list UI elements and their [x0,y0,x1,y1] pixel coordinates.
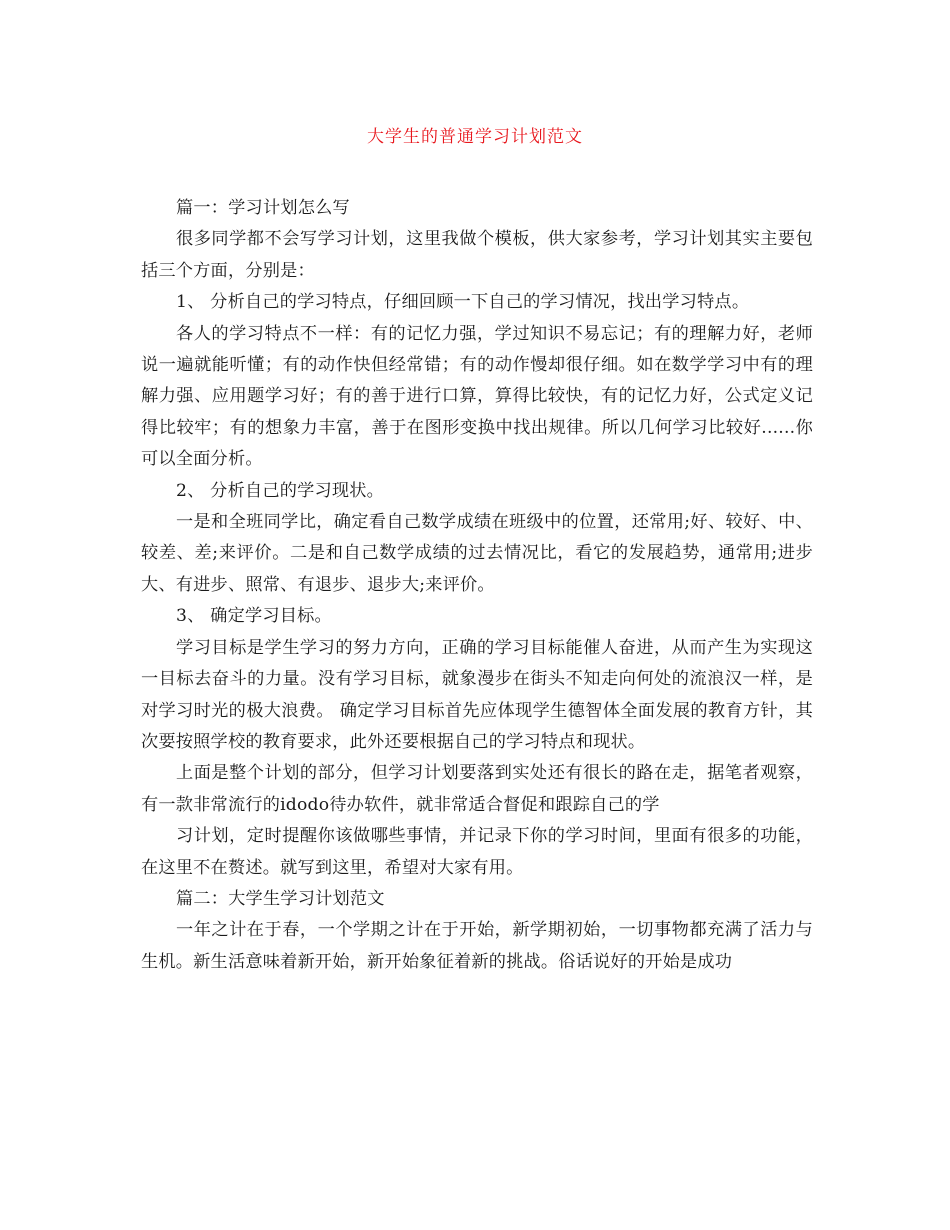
paragraph-plan-note-cont: 习计划，定时提醒你该做哪些事情，并记录下你的学习时间，里面有很多的功能，在这里不在赘述。就写到这里，希望对大家有用。 [141,826,813,878]
paragraph-current-status: 一是和全班同学比，确定看自己数学成绩在班级中的位置，还常用;好、较好、中、较差、差;来评价。二是和自己数学成绩的过去情况比，看它的发展趋势，通常用;进步大、有进步、照常、有退步、退步大;来评价。 [141,512,813,595]
list-item-3: 3、 确定学习目标。 [176,606,332,627]
section-heading-2: 篇二：大学生学习计划范文 [176,888,385,909]
list-item-2: 2、 分析自己的学习现状。 [176,480,385,501]
paragraph-plan-note: 上面是整个计划的部分，但学习计划要落到实处还有很长的路在走，据笔者观察，有一款非常流行的idodo待办软件，就非常适合督促和跟踪自己的学 [141,763,813,815]
paragraph-learning-goals: 学习目标是学生学习的努力方向，正确的学习目标能催人奋进，从而产生为实现这一目标去奋斗的力量。没有学习目标，就象漫步在街头不知走向何处的流浪汉一样，是对学习时光的极大浪费。 确定学习目标首先应体现学生德智体全面发展的教育方针，其次要按照学校的教育要求，此外还要根据自己的学习特点和现状。 [141,637,813,752]
paragraph-intro: 很多同学都不会写学习计划，这里我做个模板，供大家参考，学习计划其实主要包括三个方面，分别是： [141,229,813,281]
paragraph-learning-traits: 各人的学习特点不一样：有的记忆力强，学过知识不易忘记；有的理解力好，老师说一遍就能听懂；有的动作快但经常错；有的动作慢却很仔细。如在数学学习中有的理解力强、应用题学习好；有的善于进行口算，算得比较快，有的记忆力好，公式定义记得比较牢；有的想象力丰富，善于在图形变换中找出规律。所以几何学习比较好......你可以全面分析。 [141,323,813,470]
document-title: 大学生的普通学习计划范文 [367,127,583,147]
document-body [141,193,813,978]
section-heading-1: 篇一：学习计划怎么写 [176,198,350,218]
list-item-1: 1、 分析自己的学习特点，仔细回顾一下自己的学习情况，找出学习特点。 [176,292,750,313]
paragraph-new-semester: 一年之计在于春，一个学期之计在于开始，新学期初始，一切事物都充满了活力与生机。新生活意味着新开始，新开始象征着新的挑战。俗话说好的开始是成功 [141,920,813,972]
